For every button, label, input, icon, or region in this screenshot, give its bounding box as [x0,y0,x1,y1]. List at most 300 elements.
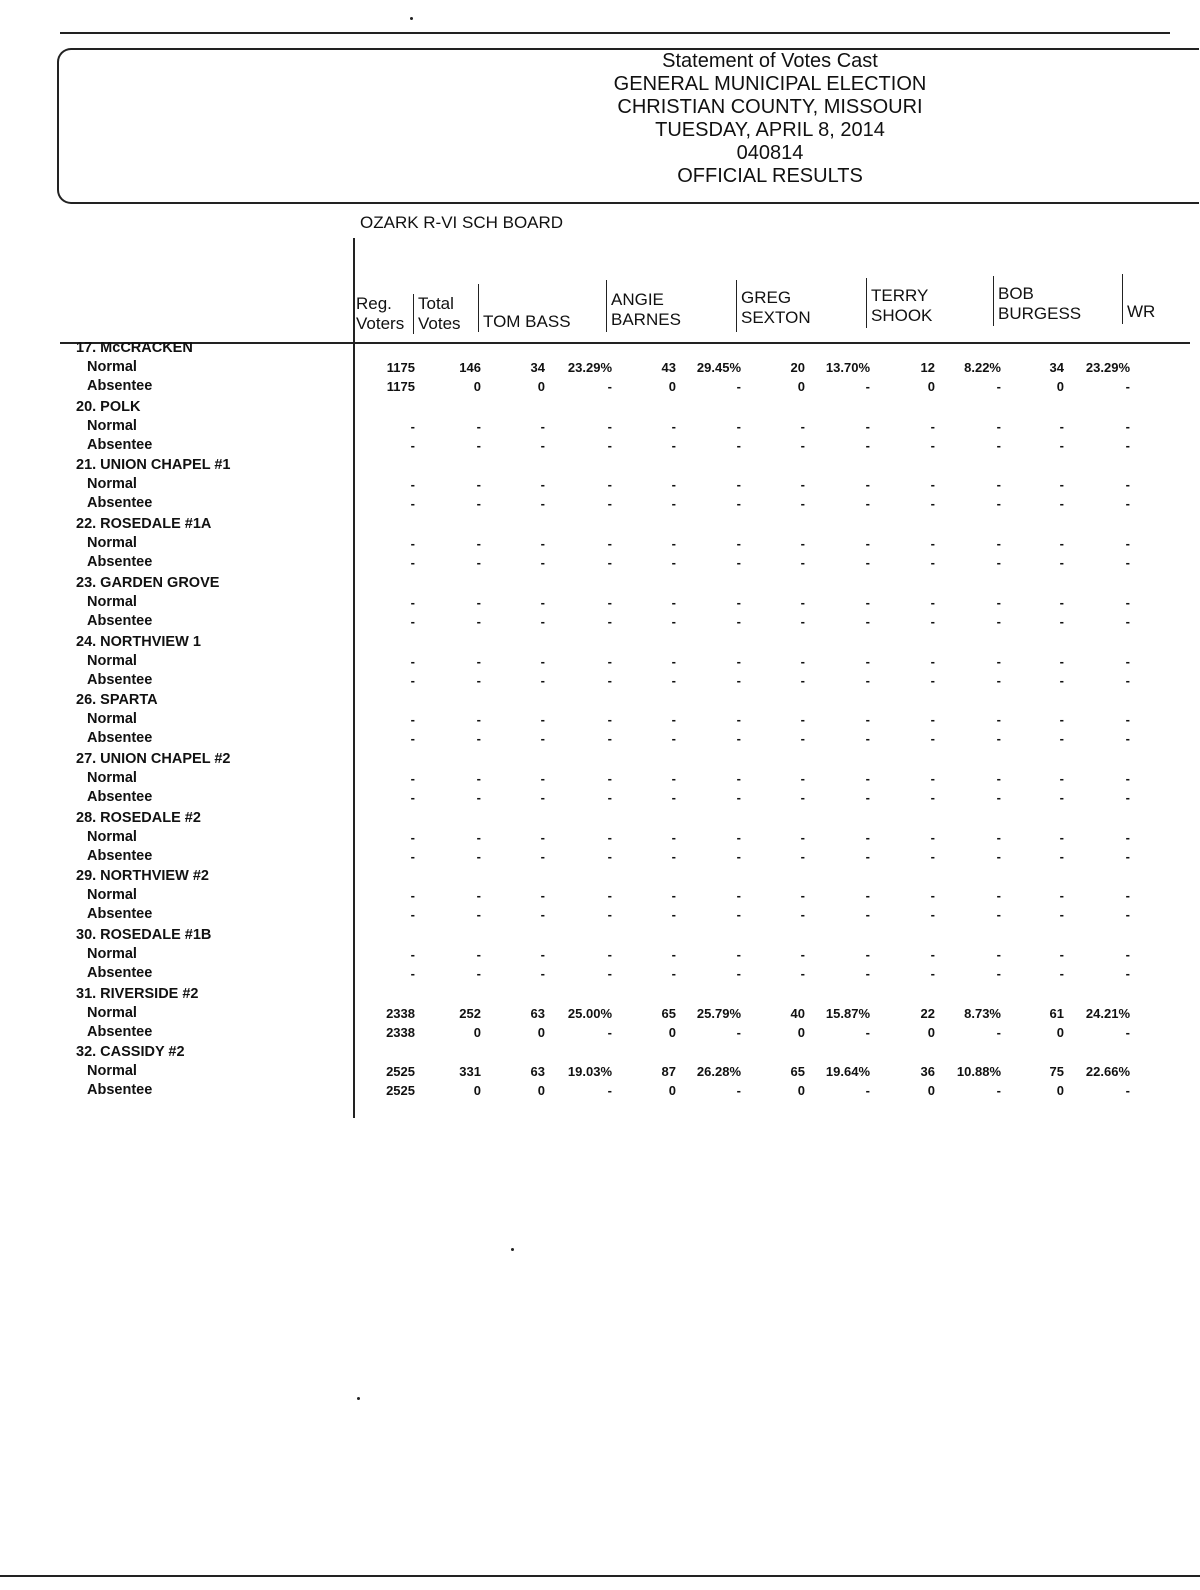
column-total-votes-line2: Votes [418,314,461,333]
cell-greg-sexton-pct: - [865,966,870,981]
column-angie-barnes-line2: BARNES [611,310,681,329]
cell-angie-barnes-pct: 29.45% [696,360,741,375]
cell-greg-sexton-votes: - [800,536,805,552]
absentee-row-label: Absentee [87,788,153,805]
cell-greg-sexton-votes: 40 [790,1005,805,1021]
precinct-name: 22. ROSEDALE #1A [76,516,212,533]
cell-angie-barnes-votes: - [671,888,676,904]
cell-bob-burgess-votes: - [1059,594,1064,610]
cell-tom-bass-pct: - [607,653,612,669]
cell-terry-shook-pct: - [996,477,1001,493]
column-terry-shook-line1: TERRY [871,286,929,305]
cell-greg-sexton-votes: - [800,437,805,453]
cell-tom-bass-pct: - [607,947,612,962]
cell-tom-bass-votes: - [540,418,545,434]
cell-reg-voters: 2525 [386,1064,415,1080]
cell-terry-shook-pct: - [996,536,1001,552]
cell-greg-sexton-pct: - [865,731,870,747]
cell-terry-shook-votes: 0 [927,1024,935,1040]
cell-bob-burgess-pct: - [1125,907,1130,923]
cell-angie-barnes-votes: - [671,947,676,962]
cell-greg-sexton-votes: - [800,848,805,864]
cell-reg-voters: - [410,966,415,981]
cell-tom-bass-votes: - [540,848,545,864]
cell-angie-barnes-votes: 43 [661,360,676,375]
cell-bob-burgess-votes: 0 [1056,379,1064,394]
precinct-name: 20. POLK [76,398,141,415]
cell-greg-sexton-votes: - [800,947,805,962]
normal-row-label: Normal [87,652,137,669]
cell-terry-shook-votes: 22 [920,1005,935,1021]
cell-bob-burgess-votes: - [1059,848,1064,864]
cell-terry-shook-votes: - [930,653,935,669]
cell-angie-barnes-votes: - [671,966,676,981]
cell-bob-burgess-votes: 0 [1056,1083,1064,1099]
cell-bob-burgess-votes: - [1059,536,1064,552]
cell-terry-shook-votes: - [930,789,935,805]
cell-tom-bass-votes: 0 [537,1083,545,1099]
cell-tom-bass-votes: 34 [530,360,545,375]
column-angie-barnes-line1: ANGIE [611,290,664,309]
cell-total-votes: - [476,437,481,453]
cell-greg-sexton-votes: - [800,888,805,904]
cell-bob-burgess-votes: - [1059,731,1064,747]
cell-terry-shook-votes: - [930,848,935,864]
cell-terry-shook-pct: - [996,770,1001,786]
cell-bob-burgess-votes: - [1059,477,1064,493]
cell-greg-sexton-pct: - [865,477,870,493]
cell-greg-sexton-pct: - [865,1083,870,1099]
cell-total-votes: - [476,848,481,864]
column-terry-shook [866,278,932,328]
cell-total-votes: 146 [459,360,481,375]
header-line-6: OFFICIAL RESULTS [677,165,863,187]
cell-bob-burgess-votes: - [1059,496,1064,512]
cell-tom-bass-votes: - [540,947,545,962]
report-header [560,50,980,188]
cell-terry-shook-pct: - [996,731,1001,747]
cell-angie-barnes-votes: - [671,731,676,747]
cell-tom-bass-votes: - [540,653,545,669]
cell-terry-shook-votes: - [930,613,935,629]
cell-reg-voters: 1175 [386,360,415,375]
normal-row-label: Normal [87,476,137,493]
cell-reg-voters: 2338 [386,1005,415,1021]
cell-tom-bass-votes: 63 [530,1005,545,1021]
cell-terry-shook-pct: - [996,437,1001,453]
cell-bob-burgess-votes: - [1059,613,1064,629]
cell-angie-barnes-votes: - [671,672,676,688]
cell-terry-shook-pct: - [996,418,1001,434]
column-write-in-line2: WR [1127,302,1156,321]
cell-tom-bass-pct: - [607,437,612,453]
column-bob-burgess-line2: BURGESS [998,304,1082,323]
cell-greg-sexton-pct: 15.87% [825,1005,870,1021]
cell-greg-sexton-pct: - [865,536,870,552]
cell-angie-barnes-votes: 65 [661,1005,676,1021]
cell-bob-burgess-votes: - [1059,672,1064,688]
cell-greg-sexton-pct: - [865,379,870,394]
cell-terry-shook-pct: - [996,789,1001,805]
cell-angie-barnes-pct: - [736,418,741,434]
cell-tom-bass-pct: - [607,555,612,571]
bottom-rule [0,1575,1200,1577]
cell-tom-bass-pct: 23.29% [567,360,612,375]
cell-greg-sexton-votes: - [800,496,805,512]
normal-row-label: Normal [87,946,137,962]
cell-angie-barnes-pct: - [736,1024,741,1040]
cell-terry-shook-votes: - [930,712,935,728]
normal-row-label: Normal [87,359,137,375]
cell-reg-voters: - [410,613,415,629]
top-rule [60,32,1170,34]
cell-angie-barnes-votes: - [671,555,676,571]
cell-angie-barnes-pct: - [736,1083,741,1099]
cell-reg-voters: - [410,594,415,610]
cell-tom-bass-votes: 0 [537,379,545,394]
absentee-row-label: Absentee [87,1023,153,1040]
cell-bob-burgess-pct: 23.29% [1085,360,1130,375]
cell-angie-barnes-votes: - [671,653,676,669]
cell-tom-bass-votes: - [540,888,545,904]
cell-tom-bass-votes: - [540,770,545,786]
absentee-row-label: Absentee [87,965,153,981]
column-bob-burgess-line1: BOB [998,284,1034,303]
cell-total-votes: - [476,477,481,493]
normal-row-label: Normal [87,1004,137,1021]
cell-bob-burgess-votes: - [1059,966,1064,981]
column-reg-voters-line1: Reg. [356,294,392,313]
cell-total-votes: - [476,613,481,629]
cell-tom-bass-votes: - [540,789,545,805]
precinct-name: 27. UNION CHAPEL #2 [76,750,231,767]
cell-bob-burgess-pct: - [1125,712,1130,728]
cell-reg-voters: - [410,770,415,786]
cell-angie-barnes-pct: - [736,594,741,610]
cell-terry-shook-pct: - [996,672,1001,688]
cell-reg-voters: - [410,555,415,571]
cell-terry-shook-votes: 0 [927,1083,935,1099]
absentee-row-label: Absentee [87,495,153,512]
precinct-name: 23. GARDEN GROVE [76,574,220,591]
cell-terry-shook-votes: - [930,731,935,747]
cell-greg-sexton-votes: - [800,594,805,610]
cell-terry-shook-votes: - [930,555,935,571]
cell-terry-shook-pct: - [996,888,1001,904]
cell-angie-barnes-pct: - [736,496,741,512]
cell-angie-barnes-votes: - [671,848,676,864]
cell-greg-sexton-votes: - [800,418,805,434]
scan-speck [410,17,413,20]
cell-terry-shook-votes: 0 [927,379,935,394]
cell-reg-voters: - [410,477,415,493]
cell-greg-sexton-pct: - [865,496,870,512]
cell-reg-voters: 2338 [386,1024,415,1040]
cell-total-votes: - [476,789,481,805]
cell-reg-voters: - [410,437,415,453]
cell-greg-sexton-pct: - [865,907,870,923]
absentee-row-label: Absentee [87,671,153,688]
cell-angie-barnes-votes: 0 [668,1083,676,1099]
cell-terry-shook-votes: - [930,477,935,493]
cell-bob-burgess-votes: - [1059,555,1064,571]
cell-greg-sexton-pct: - [865,555,870,571]
column-tom-bass-line2: TOM BASS [483,312,571,331]
cell-greg-sexton-votes: 0 [797,1024,805,1040]
cell-terry-shook-pct: - [996,555,1001,571]
absentee-row-label: Absentee [87,554,153,571]
cell-greg-sexton-votes: 0 [797,1083,805,1099]
cell-terry-shook-pct: - [996,966,1001,981]
cell-greg-sexton-votes: 20 [790,360,805,375]
cell-angie-barnes-pct: - [736,379,741,394]
cell-terry-shook-pct: 10.88% [956,1064,1001,1080]
normal-row-label: Normal [87,417,137,434]
cell-angie-barnes-pct: - [736,653,741,669]
precinct-name: 26. SPARTA [76,692,158,709]
cell-bob-burgess-pct: - [1125,789,1130,805]
cell-angie-barnes-votes: 87 [661,1064,676,1080]
cell-terry-shook-votes: - [930,496,935,512]
cell-terry-shook-votes: - [930,829,935,845]
cell-greg-sexton-pct: - [865,594,870,610]
cell-terry-shook-pct: - [996,613,1001,629]
cell-total-votes: 331 [459,1064,481,1080]
cell-bob-burgess-votes: - [1059,789,1064,805]
cell-terry-shook-pct: 8.22% [964,360,1001,375]
cell-total-votes: - [476,947,481,962]
cell-tom-bass-votes: - [540,966,545,981]
cell-total-votes: - [476,770,481,786]
cell-terry-shook-pct: - [996,379,1001,394]
normal-row-label: Normal [87,1063,137,1080]
cell-tom-bass-pct: - [607,379,612,394]
cell-tom-bass-pct: - [607,613,612,629]
cell-total-votes: 0 [473,1024,481,1040]
precinct-name: 24. NORTHVIEW 1 [76,633,201,650]
cell-tom-bass-votes: - [540,555,545,571]
cell-total-votes: - [476,888,481,904]
cell-bob-burgess-pct: - [1125,947,1130,962]
cell-bob-burgess-pct: - [1125,418,1130,434]
cell-bob-burgess-votes: 61 [1049,1005,1064,1021]
cell-angie-barnes-pct: - [736,437,741,453]
cell-angie-barnes-pct: - [736,613,741,629]
cell-angie-barnes-votes: - [671,594,676,610]
column-write-in [1122,274,1155,324]
cell-tom-bass-votes: - [540,829,545,845]
cell-greg-sexton-pct: - [865,770,870,786]
cell-angie-barnes-pct: - [736,555,741,571]
column-divider [353,238,355,1118]
cell-greg-sexton-pct: - [865,613,870,629]
cell-greg-sexton-votes: - [800,613,805,629]
cell-angie-barnes-votes: - [671,437,676,453]
cell-bob-burgess-votes: - [1059,829,1064,845]
cell-greg-sexton-pct: - [865,712,870,728]
cell-bob-burgess-votes: - [1059,947,1064,962]
cell-angie-barnes-pct: - [736,829,741,845]
cell-greg-sexton-votes: - [800,770,805,786]
cell-total-votes: - [476,536,481,552]
cell-angie-barnes-votes: - [671,829,676,845]
cell-angie-barnes-pct: - [736,789,741,805]
cell-angie-barnes-votes: - [671,770,676,786]
cell-total-votes: - [476,496,481,512]
cell-tom-bass-votes: - [540,731,545,747]
cell-greg-sexton-votes: - [800,653,805,669]
cell-terry-shook-votes: - [930,947,935,962]
cell-greg-sexton-votes: - [800,907,805,923]
cell-total-votes: - [476,653,481,669]
normal-row-label: Normal [87,769,137,786]
cell-greg-sexton-votes: - [800,712,805,728]
cell-greg-sexton-votes: - [800,731,805,747]
normal-row-label: Normal [87,828,137,845]
absentee-row-label: Absentee [87,847,153,864]
cell-bob-burgess-votes: - [1059,712,1064,728]
absentee-row-label: Absentee [87,730,153,747]
cell-angie-barnes-pct: - [736,907,741,923]
cell-bob-burgess-votes: - [1059,418,1064,434]
cell-terry-shook-votes: - [930,966,935,981]
cell-tom-bass-votes: - [540,613,545,629]
scan-speck [511,1248,514,1251]
cell-total-votes: - [476,418,481,434]
cell-total-votes: - [476,966,481,981]
cell-angie-barnes-pct: 26.28% [696,1064,741,1080]
cell-tom-bass-pct: - [607,477,612,493]
cell-terry-shook-pct: - [996,594,1001,610]
cell-bob-burgess-pct: - [1125,848,1130,864]
column-total-votes-line1: Total [418,294,454,313]
header-line-5: 040814 [736,142,804,164]
cell-terry-shook-votes: - [930,907,935,923]
cell-terry-shook-votes: 36 [920,1064,935,1080]
cell-bob-burgess-pct: - [1125,888,1130,904]
absentee-row-label: Absentee [87,1082,153,1099]
cell-bob-burgess-votes: - [1059,770,1064,786]
cell-angie-barnes-pct: - [736,672,741,688]
cell-total-votes: - [476,829,481,845]
cell-bob-burgess-pct: 24.21% [1085,1005,1130,1021]
cell-tom-bass-votes: 63 [530,1064,545,1080]
cell-bob-burgess-pct: - [1125,731,1130,747]
cell-greg-sexton-pct: - [865,789,870,805]
cell-terry-shook-votes: - [930,770,935,786]
cell-greg-sexton-pct: 19.64% [825,1064,870,1080]
column-greg-sexton-line2: SEXTON [741,308,811,327]
cell-bob-burgess-votes: - [1059,653,1064,669]
cell-reg-voters: 2525 [386,1083,415,1099]
column-bob-burgess [993,276,1081,326]
cell-greg-sexton-votes: 0 [797,379,805,394]
cell-tom-bass-votes: - [540,437,545,453]
normal-row-label: Normal [87,711,137,728]
cell-reg-voters: - [410,536,415,552]
cell-greg-sexton-votes: - [800,829,805,845]
cell-tom-bass-pct: - [607,418,612,434]
cell-bob-burgess-pct: - [1125,829,1130,845]
cell-angie-barnes-pct: - [736,848,741,864]
cell-tom-bass-votes: - [540,536,545,552]
absentee-row-label: Absentee [87,436,153,453]
cell-total-votes: - [476,672,481,688]
cell-bob-burgess-pct: - [1125,477,1130,493]
cell-tom-bass-pct: - [607,594,612,610]
cell-bob-burgess-pct: - [1125,379,1130,394]
cell-tom-bass-votes: 0 [537,1024,545,1040]
normal-row-label: Normal [87,535,137,552]
cell-reg-voters: - [410,907,415,923]
header-line-4: TUESDAY, APRIL 8, 2014 [655,119,885,141]
cell-angie-barnes-pct: - [736,477,741,493]
cell-tom-bass-votes: - [540,672,545,688]
cell-tom-bass-pct: - [607,789,612,805]
column-angie-barnes [606,280,681,332]
cell-reg-voters: - [410,947,415,962]
cell-terry-shook-votes: - [930,536,935,552]
cell-bob-burgess-pct: - [1125,653,1130,669]
cell-angie-barnes-pct: - [736,966,741,981]
cell-bob-burgess-pct: 22.66% [1085,1064,1130,1080]
precinct-name: 31. RIVERSIDE #2 [76,985,199,1002]
header-underline [60,342,1190,344]
cell-terry-shook-votes: - [930,672,935,688]
cell-total-votes: - [476,555,481,571]
cell-bob-burgess-pct: - [1125,594,1130,610]
cell-angie-barnes-votes: - [671,536,676,552]
cell-greg-sexton-pct: - [865,672,870,688]
cell-tom-bass-votes: - [540,594,545,610]
header-line-2: GENERAL MUNICIPAL ELECTION [613,73,927,95]
cell-tom-bass-pct: - [607,496,612,512]
precinct-name: 28. ROSEDALE #2 [76,809,201,826]
cell-angie-barnes-pct: - [736,712,741,728]
cell-angie-barnes-votes: - [671,907,676,923]
cell-reg-voters: - [410,653,415,669]
normal-row-label: Normal [87,593,137,610]
cell-bob-burgess-votes: - [1059,437,1064,453]
precinct-name: 29. NORTHVIEW #2 [76,868,209,885]
cell-terry-shook-votes: - [930,594,935,610]
cell-greg-sexton-pct: - [865,1024,870,1040]
cell-tom-bass-pct: - [607,770,612,786]
cell-greg-sexton-pct: - [865,947,870,962]
cell-bob-burgess-pct: - [1125,672,1130,688]
cell-reg-voters: - [410,496,415,512]
cell-reg-voters: - [410,888,415,904]
column-terry-shook-line2: SHOOK [871,306,933,325]
cell-reg-voters: - [410,789,415,805]
cell-angie-barnes-pct: - [736,770,741,786]
cell-angie-barnes-votes: - [671,613,676,629]
absentee-row-label: Absentee [87,906,153,923]
cell-bob-burgess-pct: - [1125,1024,1130,1040]
cell-tom-bass-pct: - [607,1083,612,1099]
cell-greg-sexton-pct: - [865,888,870,904]
column-greg-sexton-line1: GREG [741,288,792,307]
cell-reg-voters: - [410,848,415,864]
cell-greg-sexton-pct: - [865,653,870,669]
cell-greg-sexton-votes: - [800,672,805,688]
cell-bob-burgess-votes: - [1059,907,1064,923]
cell-total-votes: 252 [459,1005,481,1021]
cell-bob-burgess-pct: - [1125,966,1130,981]
cell-angie-barnes-pct: - [736,731,741,747]
cell-bob-burgess-pct: - [1125,496,1130,512]
contest-title: OZARK R-VI SCH BOARD [360,213,564,232]
